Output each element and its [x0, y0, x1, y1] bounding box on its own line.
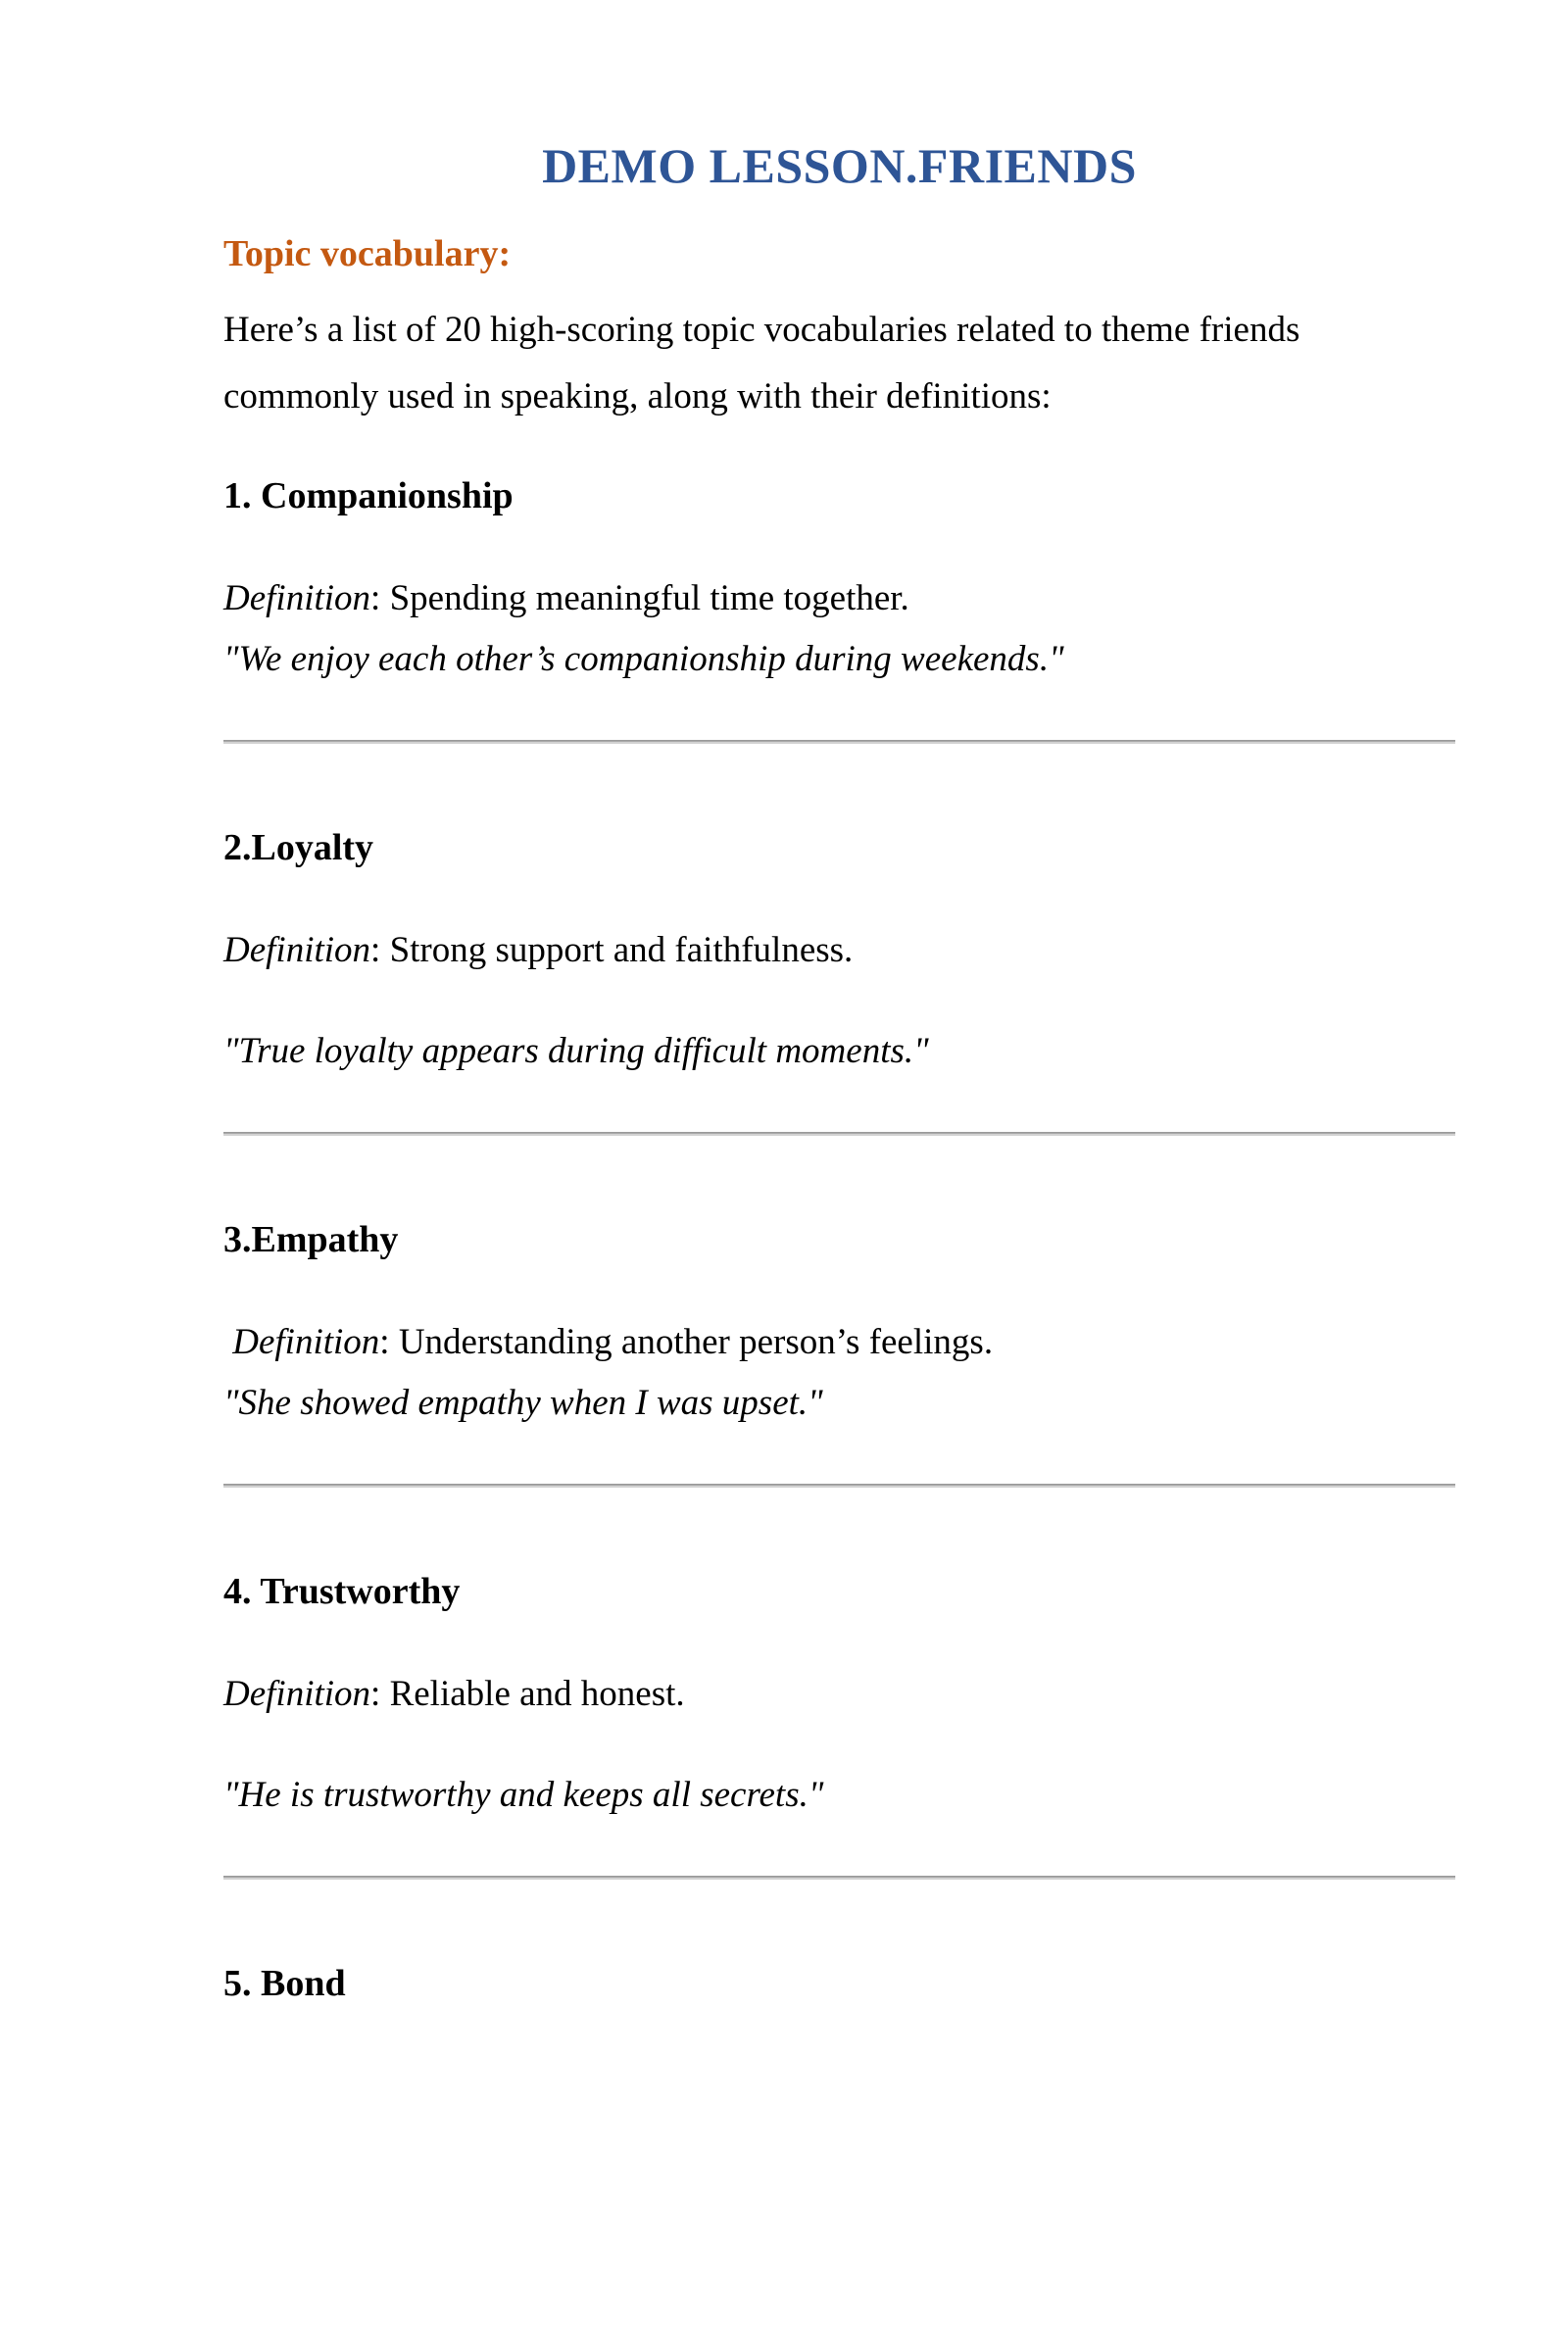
document-title: DEMO LESSON.FRIENDS	[542, 138, 1137, 193]
topic-vocabulary-heading: Topic vocabulary:	[223, 233, 512, 274]
entry-heading: 5. Bond	[223, 1963, 346, 2004]
definition-line	[223, 1309, 1455, 1376]
document-content	[223, 135, 1455, 2017]
definition-text: : Strong support and faithfulness.	[370, 930, 854, 970]
entry-heading: 4. Trustworthy	[223, 1571, 461, 1612]
entry-heading: 2.Loyalty	[223, 827, 374, 868]
section-divider	[223, 1132, 1455, 1136]
definition-text: : Reliable and honest.	[370, 1674, 685, 1714]
intro-paragraph	[223, 297, 1455, 430]
intro-line-1: Here’s a list of 20 high-scoring topic vocabularies related to theme friends	[223, 310, 1300, 350]
vocab-entry-trustworthy	[223, 1558, 1455, 1880]
definition-text: : Spending meaningful time together.	[370, 578, 909, 618]
section-divider	[223, 1876, 1455, 1880]
definition-line	[223, 917, 1455, 984]
vocab-entry-empathy	[223, 1206, 1455, 1488]
definition-line	[223, 1661, 1455, 1728]
definition-line	[223, 565, 1455, 632]
definition-label: Definition	[223, 1322, 380, 1362]
example-quote: "True loyalty appears during difficult moments."	[223, 1031, 929, 1071]
vocab-entry-bond	[223, 1950, 1455, 2017]
entry-heading: 1. Companionship	[223, 475, 514, 516]
example-quote: "We enjoy each other’s companionship during weekends."	[223, 639, 1064, 679]
definition-label: Definition	[223, 1674, 371, 1714]
document-page	[0, 135, 1568, 2352]
vocab-entry-loyalty	[223, 814, 1455, 1136]
example-quote: "She showed empathy when I was upset."	[223, 1383, 823, 1423]
definition-text: : Understanding another person’s feelings.	[379, 1322, 994, 1362]
example-quote: "He is trustworthy and keeps all secrets."	[223, 1775, 824, 1815]
entry-heading: 3.Empathy	[223, 1219, 399, 1260]
definition-label: Definition	[223, 930, 371, 970]
section-divider	[223, 1484, 1455, 1488]
section-divider	[223, 740, 1455, 744]
vocab-entry-companionship	[223, 463, 1455, 744]
definition-label: Definition	[223, 578, 371, 618]
intro-line-2: commonly used in speaking, along with their definitions:	[223, 376, 1052, 416]
